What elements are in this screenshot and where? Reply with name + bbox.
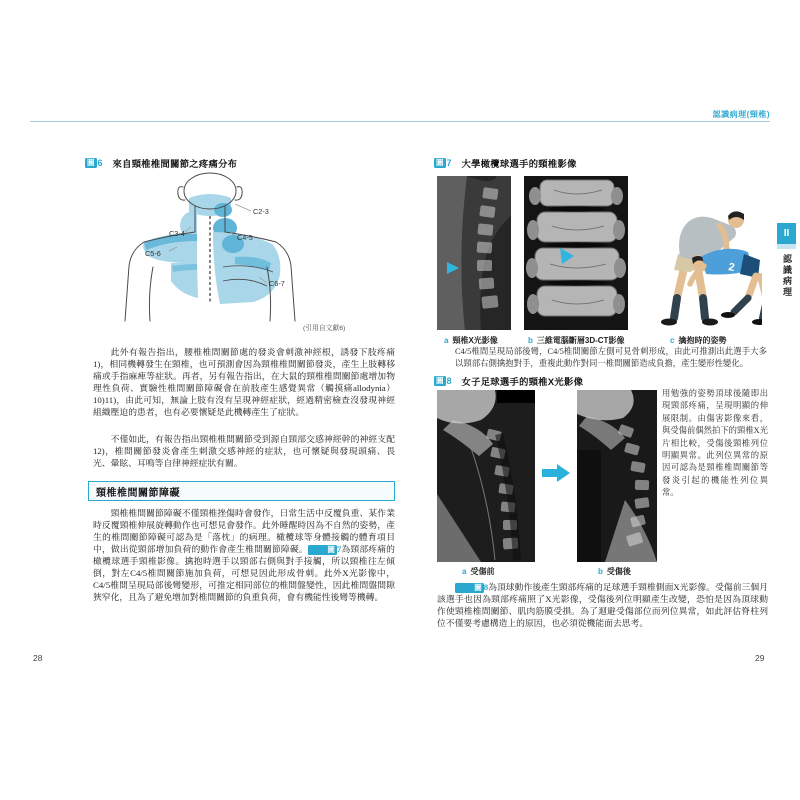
label-c4-5: C4-5 [237,233,253,242]
subcaption-marker: b [528,336,533,345]
label-c3-4: C3-4 [169,229,185,238]
ct-3d-image [524,176,628,330]
figure-7-caption [434,157,577,169]
xray-graphic [577,390,657,562]
subcaption-b [528,335,624,346]
label-c2-3: C2-3 [253,207,269,216]
inline-figure-badge: 圖 [308,545,337,555]
section-heading-label: 頸椎椎間關節障礙 [96,487,180,499]
subcaption-text: 頸椎X光影像 [452,336,498,345]
subcaption-text: 受傷後 [606,567,631,576]
jersey-number: 2 [727,261,736,275]
paragraph-2: 不僅如此，有報告指出頸椎椎間關節受到源自頸部交感神經幹的神經支配12)，椎間關節發炎會產生刺激交感神經的症狀，也可懷疑與發現頭痛、畏光、暈眩、耳鳴等自律神經症狀有關。 [93,434,395,468]
label-c5-6: C5-6 [145,249,161,258]
figure-number: 6 [97,158,103,168]
figure-badge: 圖 [436,376,444,386]
inline-figure-number: 7 [336,544,342,554]
figure-badge: 圖 [436,158,444,168]
subcaption-c [670,335,726,346]
inline-figure-badge: 圖 [455,583,484,593]
xray-graphic [437,176,511,330]
figure-number: 7 [446,158,452,168]
subcaption-text: 擒抱時的姿勢 [678,336,727,345]
paragraph-4-text: 為頂球動作後產生頸部疼痛的足球選手頸椎側面X光影像。受傷前三個月該選手也因為頸部疼痛照了X光影像，受傷後列位明顯產生改變，恐怕是因為頂球動作使頸椎椎間關節、肌肉筋膜受損。為了迴避受傷部位而列位異常，如此評估脊柱列位不僅要考慮構造上的原因，也必須從機能面去思考。 [437,582,768,628]
subcaption-marker: a [462,567,467,576]
figure-6-caption [85,157,395,169]
page-number-right: 29 [755,653,765,663]
figure-title: 大學橄欖球選手的頸椎影像 [461,159,577,169]
section-heading [88,481,395,501]
subcaption-a [462,566,494,577]
subcaption-text: 三維電腦斷層3D-CT影像 [536,336,625,345]
subcaption-marker: b [598,567,603,576]
tackle-illustration [632,176,762,330]
figure-6-citation: (引用自文獻6) [303,325,346,332]
running-header: 認識病理(頸椎) [712,110,770,119]
page-number-left: 28 [33,653,43,663]
tackle-graphic [632,176,762,330]
xray-after-injury [577,390,657,562]
xray-image-cervical [437,176,511,330]
header-rule [30,121,770,122]
xray-before-injury [437,390,535,562]
figure-title: 女子足球選手的頸椎X光影像 [461,377,584,387]
figure-number: 8 [446,376,452,386]
label-c6-7: C6-7 [269,279,285,288]
subcaption-text: 受傷前 [470,567,495,576]
paragraph-3-post: 為頸部疼痛的橄欖球選手頸椎影像。擒抱時選手以頸部右側與對手接觸，所以頸椎往左傾倒，對左C4/5椎間關節施加負荷，可想見因此形成骨刺。此外X光影像中，C4/5椎間呈現局部後彎變形，可推定相同部位的椎間盤變性，因此椎間盤間隙狹窄化，且為了避免增加對椎間關節的負重負荷，會有機能性後彎等機轉。 [93,544,395,602]
subcaption-marker: a [444,336,449,345]
subcaption-a [444,335,498,346]
chapter-tab-number: II [777,223,796,244]
figure-8-side-note: 用勉強的姿勢頂球後隨即出現頸部疼痛，呈現明顯的伸展限制。由傷害影像來看，與受傷前偶然拍下的頸椎X光片相比較，受傷後頸椎列位明顯異常。此列位異常的原因可認為是頸椎椎間關節等發炎引起的機能性列位異常。 [662,389,768,498]
inline-figure-number: 8 [483,582,489,592]
referred-pain-diagram [85,171,395,323]
paragraph-3-pre: 頸椎椎間關節障礙不僅頸椎挫傷時會發作，日常生活中反覆負重、某作業時反覆頸椎伸展旋轉動作也可想見會發作。此外睡醒時因為不自然的姿勢，產生的椎間關節障礙可認為是「落枕」的病理。橄欖球等身體接觸的體育項目中，做出從頸部增加負荷的動作會產生椎間關節障礙。 [93,508,395,554]
chapter-tab-label: 認識病理 [782,254,792,298]
figure-7-description: C4/5椎間呈現局部後彎，C4/5椎間關節左側可見骨刺形成，由此可推測出此選手大多以頸部右側擒抱對手，重複此動作對同一椎間關節造成負擔，產生變形性變化。 [455,347,767,368]
chapter-tab-strip [777,244,796,249]
figure-8-caption [434,375,583,387]
ct-graphic [524,176,628,330]
subcaption-marker: c [670,336,675,345]
xray-graphic [437,390,535,562]
figure-title: 來自頸椎椎間關節之疼痛分布 [112,159,238,169]
right-arrow-icon [542,463,570,483]
paragraph-4 [437,581,768,629]
subcaption-b [598,566,631,577]
paragraph-1: 此外有報告指出，腰椎椎間關節處的發炎會刺激神經根，誘發下肢疼痛1)，相同機轉發生在頸椎，也可預測會因為頸椎椎間關節發炎，產生上肢轉移痛或手指麻痺等症狀。再者，另有報告指出，在大鼠的頸椎椎間關節處增加物理性負荷、實驗性椎間關節障礙會在前肢產生感覺異常（觸摸痛allodynia）10)11)，由此可知，無論上肢有沒有呈現神經症狀，經過精密檢查沒發現神經組織壓迫的患者，也有必要懷疑是此機轉產生了症狀。 [93,347,395,417]
figure-badge: 圖 [87,158,95,168]
figure-6 [85,157,395,343]
paragraph-3 [93,507,395,603]
